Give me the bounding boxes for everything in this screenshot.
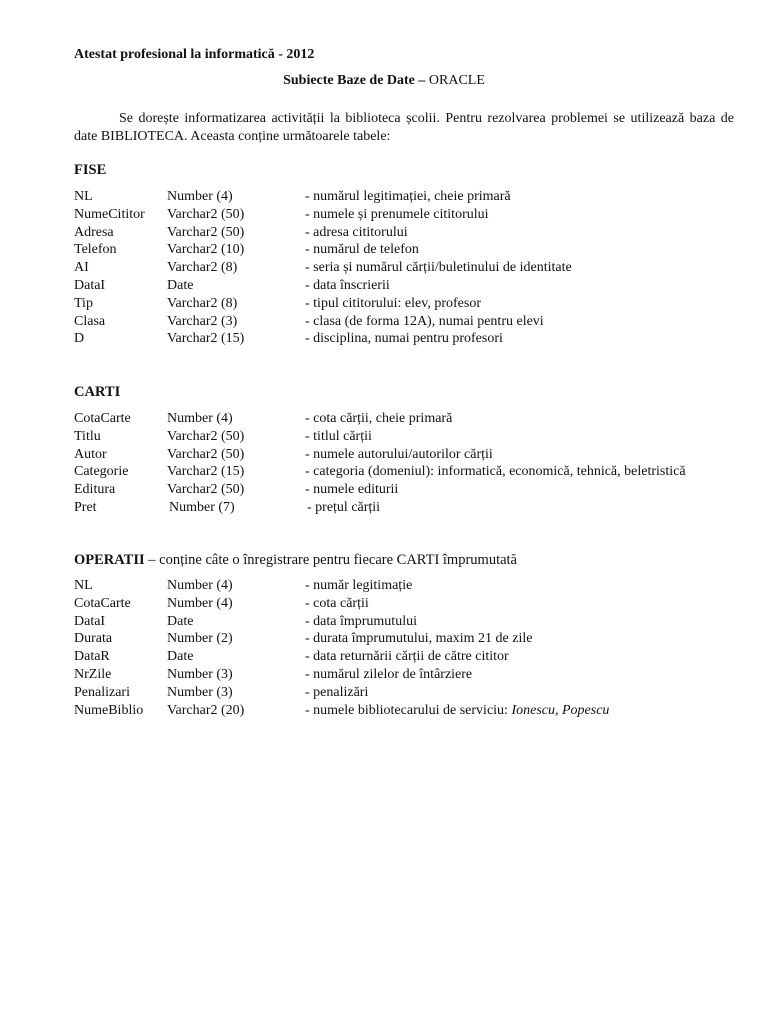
intro-paragraph: Se dorește informatizarea activității la biblioteca școlii. Pentru rezolvarea problemei se utilizează baza de date BIBLIOTECA. Aceasta conține următoarele tabele: bbox=[74, 111, 734, 144]
field-name: DataI bbox=[74, 277, 106, 293]
table-carti bbox=[74, 410, 754, 517]
table-row bbox=[74, 295, 754, 313]
table-row bbox=[74, 330, 754, 348]
field-description: - data împrumutului bbox=[305, 613, 417, 629]
field-description: - numărul de telefon bbox=[305, 242, 419, 258]
field-description: - cota cărții bbox=[305, 595, 369, 611]
field-type: Number (7) bbox=[169, 499, 235, 515]
table-row bbox=[74, 259, 754, 277]
section-title-fise bbox=[74, 162, 106, 179]
field-type: Varchar2 (3) bbox=[167, 313, 238, 329]
table-operatii bbox=[74, 577, 754, 719]
field-description: - categoria (domeniul): informatică, economică, tehnică, beletristică bbox=[305, 464, 686, 480]
field-type: Varchar2 (10) bbox=[167, 242, 245, 258]
subtitle-oracle: ORACLE bbox=[428, 73, 485, 88]
table-row bbox=[74, 648, 754, 666]
table-row bbox=[74, 499, 754, 517]
field-description: - numele editurii bbox=[305, 482, 399, 498]
field-name: NL bbox=[74, 578, 93, 593]
field-type: Varchar2 (8) bbox=[167, 295, 238, 311]
section-title-text: FISE bbox=[74, 162, 107, 178]
field-description: - numărul zilelor de întârziere bbox=[305, 666, 473, 682]
field-description: - titlul cărții bbox=[305, 428, 372, 444]
field-name: Adresa bbox=[74, 224, 114, 240]
document-subtitle bbox=[0, 73, 768, 89]
field-type: Number (4) bbox=[167, 189, 233, 204]
section-title-carti bbox=[74, 384, 120, 401]
field-name: DataR bbox=[74, 649, 110, 665]
table-row bbox=[74, 410, 754, 428]
field-name: AI bbox=[74, 260, 89, 276]
field-description: - durata împrumutului, maxim 21 de zile bbox=[305, 631, 533, 647]
field-name: DataI bbox=[74, 613, 106, 629]
field-name: Durata bbox=[74, 631, 113, 647]
field-type: Varchar2 (20) bbox=[167, 702, 245, 718]
field-name: Tip bbox=[74, 295, 93, 311]
field-name: CotaCarte bbox=[74, 595, 131, 611]
table-row bbox=[74, 630, 754, 648]
field-type: Date bbox=[167, 649, 194, 665]
field-description: - disciplina, numai pentru profesori bbox=[305, 331, 503, 347]
table-row bbox=[74, 702, 754, 720]
field-type: Number (4) bbox=[167, 595, 233, 611]
field-name: NumeCititor bbox=[74, 206, 145, 222]
table-row bbox=[74, 577, 754, 595]
table-row bbox=[74, 481, 754, 499]
field-description: - numărul legitimației, cheie primară bbox=[305, 189, 511, 204]
field-type: Varchar2 (15) bbox=[167, 464, 245, 480]
field-description: - numele și prenumele cititorului bbox=[305, 206, 489, 222]
field-name: CotaCarte bbox=[74, 411, 131, 426]
field-type: Number (2) bbox=[167, 631, 233, 647]
field-description: - adresa cititorului bbox=[305, 224, 408, 240]
field-name: NrZile bbox=[74, 666, 112, 682]
subtitle-main: Subiecte Baze de Date – bbox=[283, 73, 429, 88]
table-row bbox=[74, 666, 754, 684]
field-type: Varchar2 (50) bbox=[167, 428, 245, 444]
field-description: - seria și numărul cărții/buletinului de identitate bbox=[305, 260, 572, 276]
field-description: - data returnării cărții de către cititor bbox=[305, 649, 509, 665]
table-row bbox=[74, 428, 754, 446]
field-type: Date bbox=[167, 277, 194, 293]
field-type: Varchar2 (8) bbox=[167, 260, 238, 276]
field-type: Number (3) bbox=[167, 666, 233, 682]
field-type: Number (3) bbox=[167, 684, 233, 700]
field-name: NL bbox=[74, 189, 93, 204]
table-row bbox=[74, 277, 754, 295]
field-name: Pret bbox=[74, 499, 97, 515]
table-row bbox=[74, 595, 754, 613]
field-type: Varchar2 (15) bbox=[167, 331, 245, 347]
field-description: - tipul cititorului: elev, profesor bbox=[305, 295, 481, 311]
field-name: Penalizari bbox=[74, 684, 130, 700]
field-description: - număr legitimație bbox=[305, 578, 413, 593]
table-row bbox=[74, 188, 754, 206]
section-title-text: OPERATII bbox=[74, 552, 145, 568]
field-description: - clasa (de forma 12A), numai pentru elevi bbox=[305, 313, 544, 329]
librarian-names: Ionescu, Popescu bbox=[511, 702, 610, 718]
field-name: NumeBiblio bbox=[74, 702, 144, 718]
field-type: Varchar2 (50) bbox=[167, 224, 245, 240]
field-type: Number (4) bbox=[167, 411, 233, 426]
section-note: – conține câte o înregistrare pentru fiecare CARTI împrumutată bbox=[144, 552, 517, 568]
document-title: Atestat profesional la informatică - 2012 bbox=[74, 47, 315, 62]
field-name: Autor bbox=[74, 446, 107, 462]
table-row bbox=[74, 206, 754, 224]
field-name: Clasa bbox=[74, 313, 106, 329]
field-type: Varchar2 (50) bbox=[167, 206, 245, 222]
table-fise bbox=[74, 188, 754, 348]
field-description: - cota cărții, cheie primară bbox=[305, 411, 453, 426]
table-row bbox=[74, 684, 754, 702]
field-name: Editura bbox=[74, 482, 116, 498]
field-description bbox=[305, 702, 609, 720]
field-type: Varchar2 (50) bbox=[167, 446, 245, 462]
table-row bbox=[74, 241, 754, 259]
field-name: Titlu bbox=[74, 428, 101, 444]
field-description: - data înscrierii bbox=[305, 277, 390, 293]
table-row bbox=[74, 224, 754, 242]
field-name: Telefon bbox=[74, 242, 117, 258]
section-title-operatii bbox=[74, 552, 517, 569]
table-row bbox=[74, 613, 754, 631]
field-description: - prețul cărții bbox=[307, 499, 381, 515]
table-row bbox=[74, 446, 754, 464]
field-description: - numele autorului/autorilor cărții bbox=[305, 446, 493, 462]
field-type: Date bbox=[167, 613, 194, 629]
field-name: D bbox=[74, 331, 85, 347]
field-description: - penalizări bbox=[305, 684, 369, 700]
description-text: - numele bibliotecarului de serviciu: bbox=[305, 702, 512, 718]
table-row bbox=[74, 463, 754, 481]
field-type: Varchar2 (50) bbox=[167, 482, 245, 498]
field-type: Number (4) bbox=[167, 578, 233, 593]
field-name: Categorie bbox=[74, 464, 129, 480]
section-title-text: CARTI bbox=[74, 384, 121, 400]
table-row bbox=[74, 313, 754, 331]
